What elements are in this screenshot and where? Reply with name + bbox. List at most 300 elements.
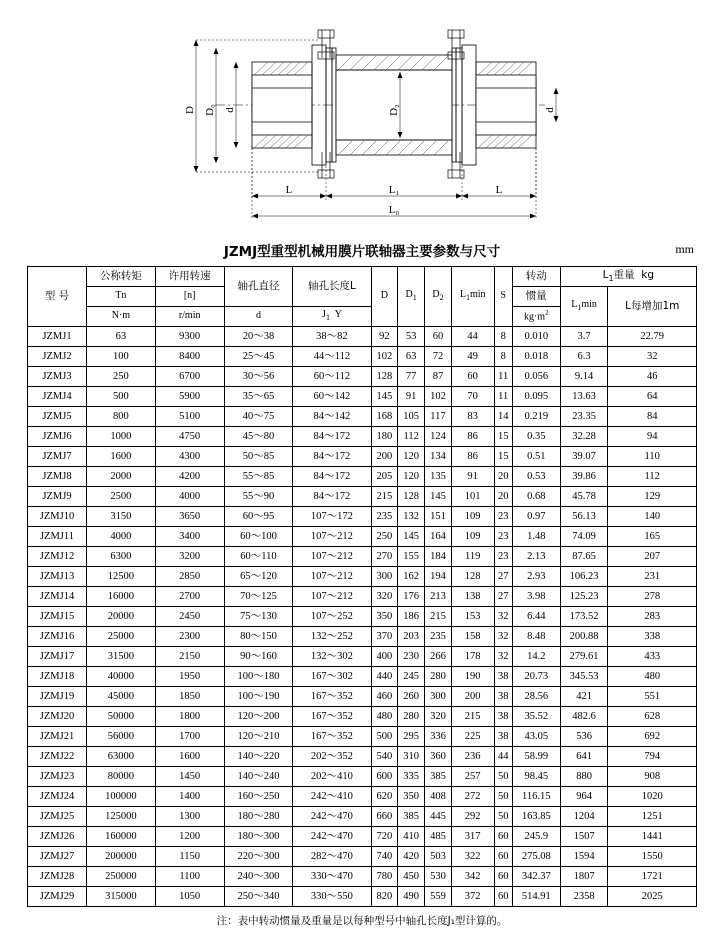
cell-inertia: 8.48	[512, 627, 560, 647]
dim-label-D2: D₂	[388, 104, 400, 116]
cell-S: 38	[494, 727, 512, 747]
cell-speed: 1700	[155, 727, 224, 747]
cell-w_add: 628	[608, 707, 697, 727]
cell-speed: 2700	[155, 587, 224, 607]
cell-D2: 266	[425, 647, 452, 667]
cell-D1: 132	[398, 507, 425, 527]
table-row	[28, 367, 697, 387]
table-row	[28, 627, 697, 647]
table-row	[28, 747, 697, 767]
cell-inertia: 1.48	[512, 527, 560, 547]
cell-w_add: 338	[608, 627, 697, 647]
cell-S: 60	[494, 847, 512, 867]
cell-L1min: 83	[451, 407, 494, 427]
cell-speed: 1950	[155, 667, 224, 687]
cell-bore_d: 55～90	[224, 487, 293, 507]
cell-w_add: 480	[608, 667, 697, 687]
cell-D1: 410	[398, 827, 425, 847]
cell-bore_d: 220～300	[224, 847, 293, 867]
cell-w_add: 22.79	[608, 327, 697, 347]
cell-bore_d: 50～85	[224, 447, 293, 467]
cell-L1min: 236	[451, 747, 494, 767]
cell-bore_len: 107～252	[293, 607, 371, 627]
cell-speed: 4200	[155, 467, 224, 487]
cell-bore_len: 330～470	[293, 867, 371, 887]
cell-D: 180	[371, 427, 398, 447]
cell-w_min: 125.23	[560, 587, 608, 607]
cell-bore_len: 60～112	[293, 367, 371, 387]
th-S: S	[494, 267, 512, 327]
cell-model: JZMJ26	[28, 827, 87, 847]
cell-bore_d: 55～85	[224, 467, 293, 487]
table-row	[28, 767, 697, 787]
cell-D: 740	[371, 847, 398, 867]
cell-model: JZMJ15	[28, 607, 87, 627]
cell-speed: 3200	[155, 547, 224, 567]
cell-w_add: 110	[608, 447, 697, 467]
table-row	[28, 527, 697, 547]
cell-D1: 385	[398, 807, 425, 827]
cell-speed: 8400	[155, 347, 224, 367]
dim-label-d-right: d	[544, 107, 556, 113]
table-row	[28, 467, 697, 487]
cell-w_min: 9.14	[560, 367, 608, 387]
cell-D1: 128	[398, 487, 425, 507]
cell-speed: 5900	[155, 387, 224, 407]
cell-D2: 135	[425, 467, 452, 487]
cell-inertia: 163.85	[512, 807, 560, 827]
cell-S: 32	[494, 647, 512, 667]
cell-D2: 60	[425, 327, 452, 347]
cell-D2: 102	[425, 387, 452, 407]
cell-model: JZMJ4	[28, 387, 87, 407]
cell-D2: 184	[425, 547, 452, 567]
cell-L1min: 342	[451, 867, 494, 887]
cell-inertia: 43.05	[512, 727, 560, 747]
cell-w_min: 87.65	[560, 547, 608, 567]
table-row	[28, 407, 697, 427]
table-row	[28, 547, 697, 567]
cell-D2: 235	[425, 627, 452, 647]
page-title: JZMJ型重型机械用膜片联轴器主要参数与尺寸	[223, 244, 501, 260]
cell-torque: 45000	[87, 687, 156, 707]
th-inertia-1: 转动	[512, 267, 560, 287]
cell-bore_len: 167～352	[293, 687, 371, 707]
cell-w_min: 279.61	[560, 647, 608, 667]
dim-label-L-right: L	[495, 184, 503, 196]
cell-L1min: 109	[451, 527, 494, 547]
cell-torque: 100	[87, 347, 156, 367]
cell-bore_len: 107～212	[293, 527, 371, 547]
cell-model: JZMJ24	[28, 787, 87, 807]
cell-D1: 145	[398, 527, 425, 547]
cell-torque: 2500	[87, 487, 156, 507]
cell-torque: 12500	[87, 567, 156, 587]
cell-bore_d: 80～150	[224, 627, 293, 647]
cell-w_min: 482.6	[560, 707, 608, 727]
cell-D1: 120	[398, 467, 425, 487]
cell-D2: 134	[425, 447, 452, 467]
cell-bore_len: 242～410	[293, 787, 371, 807]
cell-S: 23	[494, 507, 512, 527]
cell-D1: 120	[398, 447, 425, 467]
cell-torque: 16000	[87, 587, 156, 607]
cell-model: JZMJ8	[28, 467, 87, 487]
th-D1: $D_1$	[398, 267, 425, 327]
cell-L1min: 322	[451, 847, 494, 867]
table-row	[28, 827, 697, 847]
cell-D1: 186	[398, 607, 425, 627]
cell-torque: 250000	[87, 867, 156, 887]
cell-w_min: 1807	[560, 867, 608, 887]
cell-D: 500	[371, 727, 398, 747]
cell-S: 11	[494, 367, 512, 387]
cell-L1min: 86	[451, 447, 494, 467]
dim-label-d-left: d	[224, 107, 236, 113]
cell-bore_d: 140～220	[224, 747, 293, 767]
cell-L1min: 200	[451, 687, 494, 707]
cell-w_min: 2358	[560, 887, 608, 907]
cell-L1min: 153	[451, 607, 494, 627]
cell-S: 27	[494, 587, 512, 607]
cell-bore_len: 282～470	[293, 847, 371, 867]
th-weight-group: $L_1$重量 kg	[560, 267, 696, 287]
cell-inertia: 6.44	[512, 607, 560, 627]
cell-model: JZMJ14	[28, 587, 87, 607]
cell-S: 23	[494, 527, 512, 547]
cell-D2: 385	[425, 767, 452, 787]
cell-D: 460	[371, 687, 398, 707]
cell-w_min: 964	[560, 787, 608, 807]
cell-D2: 151	[425, 507, 452, 527]
cell-w_min: 6.3	[560, 347, 608, 367]
cell-model: JZMJ12	[28, 547, 87, 567]
cell-D: 168	[371, 407, 398, 427]
cell-w_add: 692	[608, 727, 697, 747]
table-row	[28, 567, 697, 587]
cell-S: 32	[494, 607, 512, 627]
cell-speed: 1300	[155, 807, 224, 827]
cell-speed: 2300	[155, 627, 224, 647]
cell-w_min: 421	[560, 687, 608, 707]
cell-bore_len: 107～212	[293, 587, 371, 607]
cell-w_min: 1204	[560, 807, 608, 827]
cell-torque: 1600	[87, 447, 156, 467]
cell-D: 440	[371, 667, 398, 687]
cell-S: 50	[494, 767, 512, 787]
cell-model: JZMJ22	[28, 747, 87, 767]
table-row	[28, 887, 697, 907]
cell-w_add: 1721	[608, 867, 697, 887]
cell-torque: 20000	[87, 607, 156, 627]
cell-D: 350	[371, 607, 398, 627]
cell-D2: 360	[425, 747, 452, 767]
cell-L1min: 158	[451, 627, 494, 647]
cell-w_min: 536	[560, 727, 608, 747]
cell-D1: 260	[398, 687, 425, 707]
table-row	[28, 867, 697, 887]
cell-D2: 559	[425, 887, 452, 907]
cell-bore_len: 242～470	[293, 827, 371, 847]
cell-speed: 1100	[155, 867, 224, 887]
th-bore-length: 轴孔长度L	[293, 267, 371, 307]
cell-w_min: 173.52	[560, 607, 608, 627]
cell-D: 400	[371, 647, 398, 667]
cell-torque: 2000	[87, 467, 156, 487]
cell-bore_len: 107～212	[293, 547, 371, 567]
cell-speed: 1450	[155, 767, 224, 787]
cell-D1: 155	[398, 547, 425, 567]
dim-label-L1: L₁	[388, 184, 400, 196]
cell-inertia: 0.51	[512, 447, 560, 467]
cell-D1: 245	[398, 667, 425, 687]
cell-torque: 500	[87, 387, 156, 407]
cell-S: 8	[494, 347, 512, 367]
cell-bore_len: 44～112	[293, 347, 371, 367]
cell-S: 20	[494, 487, 512, 507]
cell-bore_d: 65～120	[224, 567, 293, 587]
cell-w_min: 345.53	[560, 667, 608, 687]
table-row	[28, 507, 697, 527]
cell-model: JZMJ10	[28, 507, 87, 527]
cell-inertia: 0.97	[512, 507, 560, 527]
cell-speed: 2150	[155, 647, 224, 667]
cell-bore_d: 90～160	[224, 647, 293, 667]
cell-inertia: 98.45	[512, 767, 560, 787]
cell-L1min: 138	[451, 587, 494, 607]
cell-inertia: 58.99	[512, 747, 560, 767]
th-inertia-2: 惯量	[512, 287, 560, 307]
cell-L1min: 225	[451, 727, 494, 747]
cell-S: 15	[494, 427, 512, 447]
cell-w_min: 45.78	[560, 487, 608, 507]
cell-speed: 1800	[155, 707, 224, 727]
cell-model: JZMJ13	[28, 567, 87, 587]
cell-model: JZMJ7	[28, 447, 87, 467]
cell-bore_len: 84～172	[293, 447, 371, 467]
table-note: 注：表中转动惯量及重量是以每种型号中轴孔长度J₁型计算的。	[216, 915, 508, 927]
th-weight-add: L每增加1m	[608, 287, 697, 327]
cell-L1min: 109	[451, 507, 494, 527]
cell-S: 15	[494, 447, 512, 467]
table-row	[28, 487, 697, 507]
cell-L1min: 119	[451, 547, 494, 567]
cell-bore_d: 250～340	[224, 887, 293, 907]
table-row	[28, 667, 697, 687]
cell-torque: 6300	[87, 547, 156, 567]
table-row	[28, 847, 697, 867]
cell-D2: 72	[425, 347, 452, 367]
cell-L1min: 317	[451, 827, 494, 847]
cell-w_min: 74.09	[560, 527, 608, 547]
cell-D: 270	[371, 547, 398, 567]
cell-D1: 420	[398, 847, 425, 867]
drawing-svg	[0, 0, 724, 240]
cell-w_add: 551	[608, 687, 697, 707]
th-L1min: $L_1\min$	[451, 267, 494, 327]
cell-w_min: 39.07	[560, 447, 608, 467]
cell-speed: 4300	[155, 447, 224, 467]
th-torque-3: N·m	[87, 307, 156, 327]
cell-D: 205	[371, 467, 398, 487]
th-D2: $D_2$	[425, 267, 452, 327]
cell-L1min: 128	[451, 567, 494, 587]
table-row	[28, 427, 697, 447]
cell-S: 14	[494, 407, 512, 427]
th-bore-d-sym: d	[224, 307, 293, 327]
cell-D2: 164	[425, 527, 452, 547]
cell-S: 50	[494, 807, 512, 827]
th-speed-3: r/min	[155, 307, 224, 327]
cell-bore_len: 167～302	[293, 667, 371, 687]
cell-bore_d: 75～130	[224, 607, 293, 627]
cell-model: JZMJ25	[28, 807, 87, 827]
cell-inertia: 35.52	[512, 707, 560, 727]
cell-bore_d: 60～100	[224, 527, 293, 547]
cell-D1: 230	[398, 647, 425, 667]
th-speed-1: 许用转速	[155, 267, 224, 287]
table-row	[28, 447, 697, 467]
cell-model: JZMJ9	[28, 487, 87, 507]
cell-model: JZMJ27	[28, 847, 87, 867]
cell-w_add: 231	[608, 567, 697, 587]
cell-model: JZMJ16	[28, 627, 87, 647]
cell-bore_d: 100～180	[224, 667, 293, 687]
cell-D2: 445	[425, 807, 452, 827]
cell-bore_len: 60～142	[293, 387, 371, 407]
cell-w_add: 1550	[608, 847, 697, 867]
cell-model: JZMJ29	[28, 887, 87, 907]
cell-D2: 320	[425, 707, 452, 727]
cell-D1: 112	[398, 427, 425, 447]
cell-w_min: 1594	[560, 847, 608, 867]
cell-D2: 124	[425, 427, 452, 447]
cell-torque: 315000	[87, 887, 156, 907]
cell-L1min: 60	[451, 367, 494, 387]
th-bore-len-sym: $J_1$ Y	[293, 307, 371, 327]
cell-D: 370	[371, 627, 398, 647]
cell-w_min: 23.35	[560, 407, 608, 427]
cell-inertia: 3.98	[512, 587, 560, 607]
cell-model: JZMJ28	[28, 867, 87, 887]
cell-speed: 1200	[155, 827, 224, 847]
table-row	[28, 347, 697, 367]
cell-bore_len: 107～212	[293, 567, 371, 587]
th-model: 型 号	[28, 267, 87, 327]
cell-torque: 31500	[87, 647, 156, 667]
cell-bore_d: 180～280	[224, 807, 293, 827]
cell-D1: 310	[398, 747, 425, 767]
cell-S: 8	[494, 327, 512, 347]
cell-bore_len: 202～410	[293, 767, 371, 787]
cell-D: 780	[371, 867, 398, 887]
cell-w_add: 207	[608, 547, 697, 567]
coupling-technical-drawing	[0, 0, 724, 240]
cell-bore_d: 240～300	[224, 867, 293, 887]
cell-L1min: 272	[451, 787, 494, 807]
cell-S: 27	[494, 567, 512, 587]
cell-D: 720	[371, 827, 398, 847]
cell-inertia: 275.08	[512, 847, 560, 867]
cell-w_add: 794	[608, 747, 697, 767]
cell-L1min: 215	[451, 707, 494, 727]
cell-inertia: 245.9	[512, 827, 560, 847]
cell-bore_d: 140～240	[224, 767, 293, 787]
cell-L1min: 190	[451, 667, 494, 687]
title-row	[0, 240, 724, 266]
th-bore-diameter: 轴孔直径	[224, 267, 293, 307]
cell-w_add: 140	[608, 507, 697, 527]
th-speed-2: [n]	[155, 287, 224, 307]
cell-inertia: 14.2	[512, 647, 560, 667]
cell-inertia: 514.91	[512, 887, 560, 907]
dim-label-D: D	[184, 106, 196, 114]
cell-bore_len: 330～550	[293, 887, 371, 907]
cell-L1min: 101	[451, 487, 494, 507]
cell-D: 102	[371, 347, 398, 367]
cell-D: 660	[371, 807, 398, 827]
cell-bore_len: 202～352	[293, 747, 371, 767]
cell-torque: 80000	[87, 767, 156, 787]
cell-w_min: 200.88	[560, 627, 608, 647]
cell-w_min: 880	[560, 767, 608, 787]
cell-inertia: 0.53	[512, 467, 560, 487]
cell-L1min: 292	[451, 807, 494, 827]
cell-model: JZMJ2	[28, 347, 87, 367]
parameters-table-wrap	[0, 266, 724, 907]
cell-L1min: 44	[451, 327, 494, 347]
cell-D: 620	[371, 787, 398, 807]
cell-bore_len: 167～352	[293, 727, 371, 747]
cell-bore_d: 60～110	[224, 547, 293, 567]
th-torque-1: 公称转矩	[87, 267, 156, 287]
cell-speed: 2850	[155, 567, 224, 587]
cell-L1min: 86	[451, 427, 494, 447]
cell-inertia: 342.37	[512, 867, 560, 887]
cell-w_min: 13.63	[560, 387, 608, 407]
cell-D2: 194	[425, 567, 452, 587]
cell-speed: 5100	[155, 407, 224, 427]
cell-w_add: 908	[608, 767, 697, 787]
cell-bore_d: 120～210	[224, 727, 293, 747]
cell-w_min: 3.7	[560, 327, 608, 347]
cell-torque: 56000	[87, 727, 156, 747]
table-row	[28, 687, 697, 707]
cell-w_add: 94	[608, 427, 697, 447]
cell-speed: 6700	[155, 367, 224, 387]
cell-bore_d: 20～38	[224, 327, 293, 347]
parameters-table	[27, 266, 697, 907]
table-row	[28, 647, 697, 667]
cell-S: 32	[494, 627, 512, 647]
cell-D: 820	[371, 887, 398, 907]
cell-inertia: 0.018	[512, 347, 560, 367]
cell-L1min: 49	[451, 347, 494, 367]
th-torque-2: Tn	[87, 287, 156, 307]
cell-w_add: 64	[608, 387, 697, 407]
cell-D2: 503	[425, 847, 452, 867]
cell-speed: 4000	[155, 487, 224, 507]
unit-label: mm	[675, 242, 694, 256]
cell-w_add: 165	[608, 527, 697, 547]
cell-speed: 1850	[155, 687, 224, 707]
table-row	[28, 587, 697, 607]
cell-S: 44	[494, 747, 512, 767]
cell-model: JZMJ1	[28, 327, 87, 347]
cell-D1: 350	[398, 787, 425, 807]
dim-label-D0: D₀	[204, 104, 216, 116]
cell-bore_len: 242～470	[293, 807, 371, 827]
